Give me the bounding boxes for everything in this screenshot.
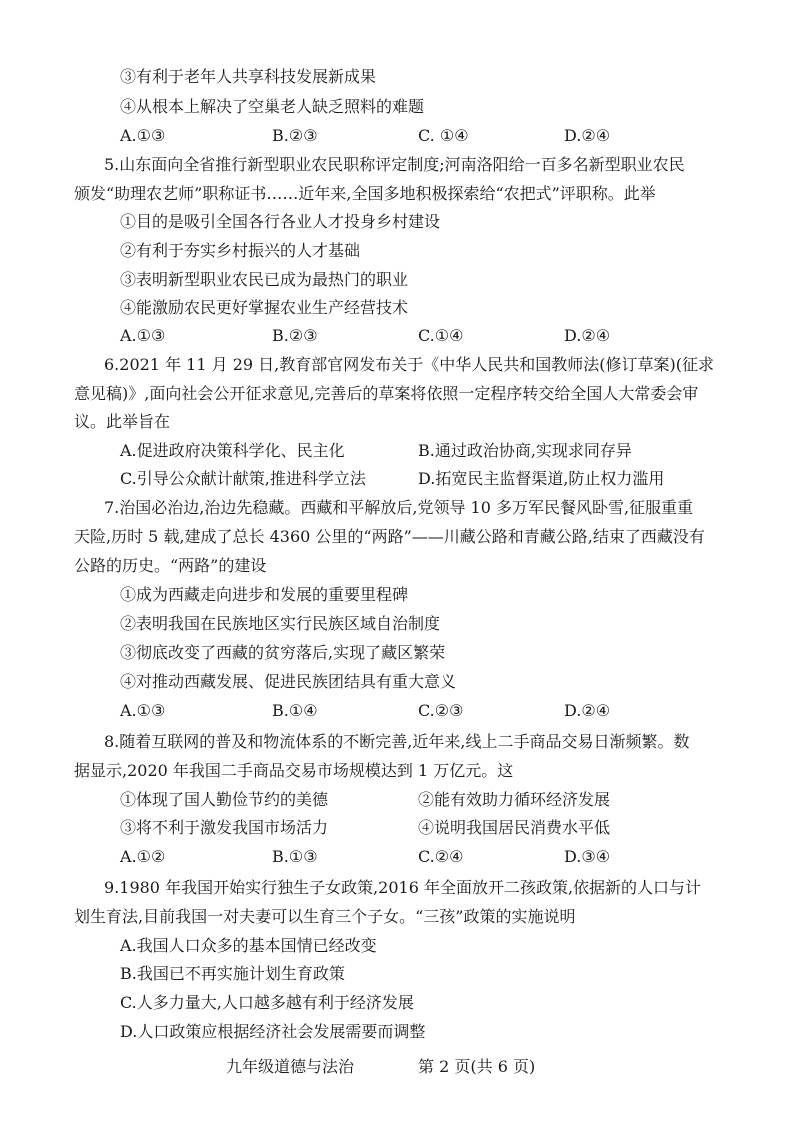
q8-statements-row-1	[120, 789, 720, 811]
q8-options	[120, 846, 640, 868]
q7-option-a: A.①③	[120, 701, 166, 720]
q6-options-row-1	[120, 440, 720, 462]
q7-option-c: C.②③	[418, 701, 464, 720]
q4-option-d: D.②④	[564, 126, 611, 145]
q7-statement-3: ③彻底改变了西藏的贫穷落后,实现了藏区繁荣	[120, 643, 446, 662]
q4-statement-3: ③有利于老年人共享科技发展新成果	[120, 67, 377, 86]
q5-stem-line-1: 5.山东面向全省推行新型职业农民职称评定制度;河南洛阳给一百多名新型职业农民	[104, 155, 685, 174]
q5-option-b: B.②③	[272, 326, 318, 345]
q8-option-d: D.③④	[564, 847, 611, 866]
q6-option-b: B.通过政治协商,实现求同存异	[418, 441, 632, 460]
q8-option-c: C.②④	[418, 847, 464, 866]
q6-options-row-2	[120, 468, 720, 490]
q5-stem-line-2: 颁发“助理农艺师”职称证书……近年来,全国多地积极探索给“农把式”评职称。此举	[74, 184, 656, 203]
q6-option-d: D.拓宽民主监督渠道,防止权力滥用	[418, 469, 665, 488]
q4-option-c: C. ①④	[418, 126, 469, 145]
q9-option-b: B.我国已不再实施计划生育政策	[120, 964, 345, 983]
q9-stem-line-2: 划生育法,目前我国一对夫妻可以生育三个子女。“三孩”政策的实施说明	[74, 907, 576, 926]
q6-option-a: A.促进政府决策科学化、民主化	[120, 441, 345, 460]
q5-options	[120, 325, 640, 347]
q5-statement-1: ①目的是吸引全国各行各业人才投身乡村建设	[120, 212, 441, 231]
q7-option-b: B.①④	[272, 701, 318, 720]
q7-stem-line-1: 7.治国必治边,治边先稳藏。西藏和平解放后,党领导 10 多万军民餐风卧雪,征服重重	[104, 498, 694, 517]
q4-option-a: A.①③	[120, 126, 166, 145]
q5-statement-3: ③表明新型职业农民已成为最热门的职业	[120, 270, 409, 289]
footer-subject: 九年级道德与法治	[226, 1057, 355, 1076]
q7-option-d: D.②④	[564, 701, 611, 720]
q4-options	[120, 125, 640, 147]
q7-statement-1: ①成为西藏走向进步和发展的重要里程碑	[120, 585, 409, 604]
q5-statement-4: ④能激励农民更好掌握农业生产经营技术	[120, 298, 409, 317]
q8-statement-3: ③将不利于激发我国市场活力	[120, 818, 329, 837]
q6-option-c: C.引导公众献计献策,推进科学立法	[120, 469, 366, 488]
q7-stem-line-2: 天险,历时 5 载,建成了总长 4360 公里的“两路”——川藏公路和青藏公路,结束了西藏没有	[74, 527, 705, 546]
q8-stem-line-2: 据显示,2020 年我国二手商品交易市场规模达到 1 万亿元。这	[74, 761, 514, 780]
q8-stem-line-1: 8.随着互联网的普及和物流体系的不断完善,近年来,线上二手商品交易日渐频繁。数	[104, 732, 690, 751]
footer-page-number: 第 2 页(共 6 页)	[418, 1057, 536, 1076]
q6-stem-line-3: 议。此举旨在	[74, 412, 171, 431]
q5-statement-2: ②有利于夯实乡村振兴的人才基础	[120, 241, 361, 260]
q9-option-a: A.我国人口众多的基本国情已经改变	[120, 936, 377, 955]
q6-stem-line-2: 意见稿)》,面向社会公开征求意见,完善后的草案将依照一定程序转交给全国人大常委会审	[74, 384, 699, 403]
q8-statement-4: ④说明我国居民消费水平低	[418, 818, 611, 837]
q7-options	[120, 700, 640, 722]
q9-option-c: C.人多力量大,人口越多越有利于经济发展	[120, 993, 414, 1012]
q7-statement-4: ④对推动西藏发展、促进民族团结具有重大意义	[120, 672, 457, 691]
q8-statement-1: ①体现了国人勤俭节约的美德	[120, 790, 329, 809]
q5-option-c: C.①④	[418, 326, 464, 345]
page-footer	[226, 1055, 535, 1079]
q7-statement-2: ②表明我国在民族地区实行民族区域自治制度	[120, 614, 441, 633]
q4-option-b: B.②③	[272, 126, 318, 145]
q9-option-d: D.人口政策应根据经济社会发展需要而调整	[120, 1022, 426, 1041]
q5-option-d: D.②④	[564, 326, 611, 345]
q5-option-a: A.①③	[120, 326, 166, 345]
q9-stem-line-1: 9.1980 年我国开始实行独生子女政策,2016 年全面放开二孩政策,依据新的人口与计	[104, 878, 702, 897]
q8-option-a: A.①②	[120, 847, 166, 866]
q7-stem-line-3: 公路的历史。“两路”的建设	[74, 556, 267, 575]
q8-statement-2: ②能有效助力循环经济发展	[418, 790, 611, 809]
q4-statement-4: ④从根本上解决了空巢老人缺乏照料的难题	[120, 97, 425, 116]
q8-option-b: B.①③	[272, 847, 318, 866]
q8-statements-row-2	[120, 817, 720, 839]
q6-stem-line-1: 6.2021 年 11 月 29 日,教育部官网发布关于《中华人民共和国教师法(修订草案)(征求	[104, 355, 714, 374]
